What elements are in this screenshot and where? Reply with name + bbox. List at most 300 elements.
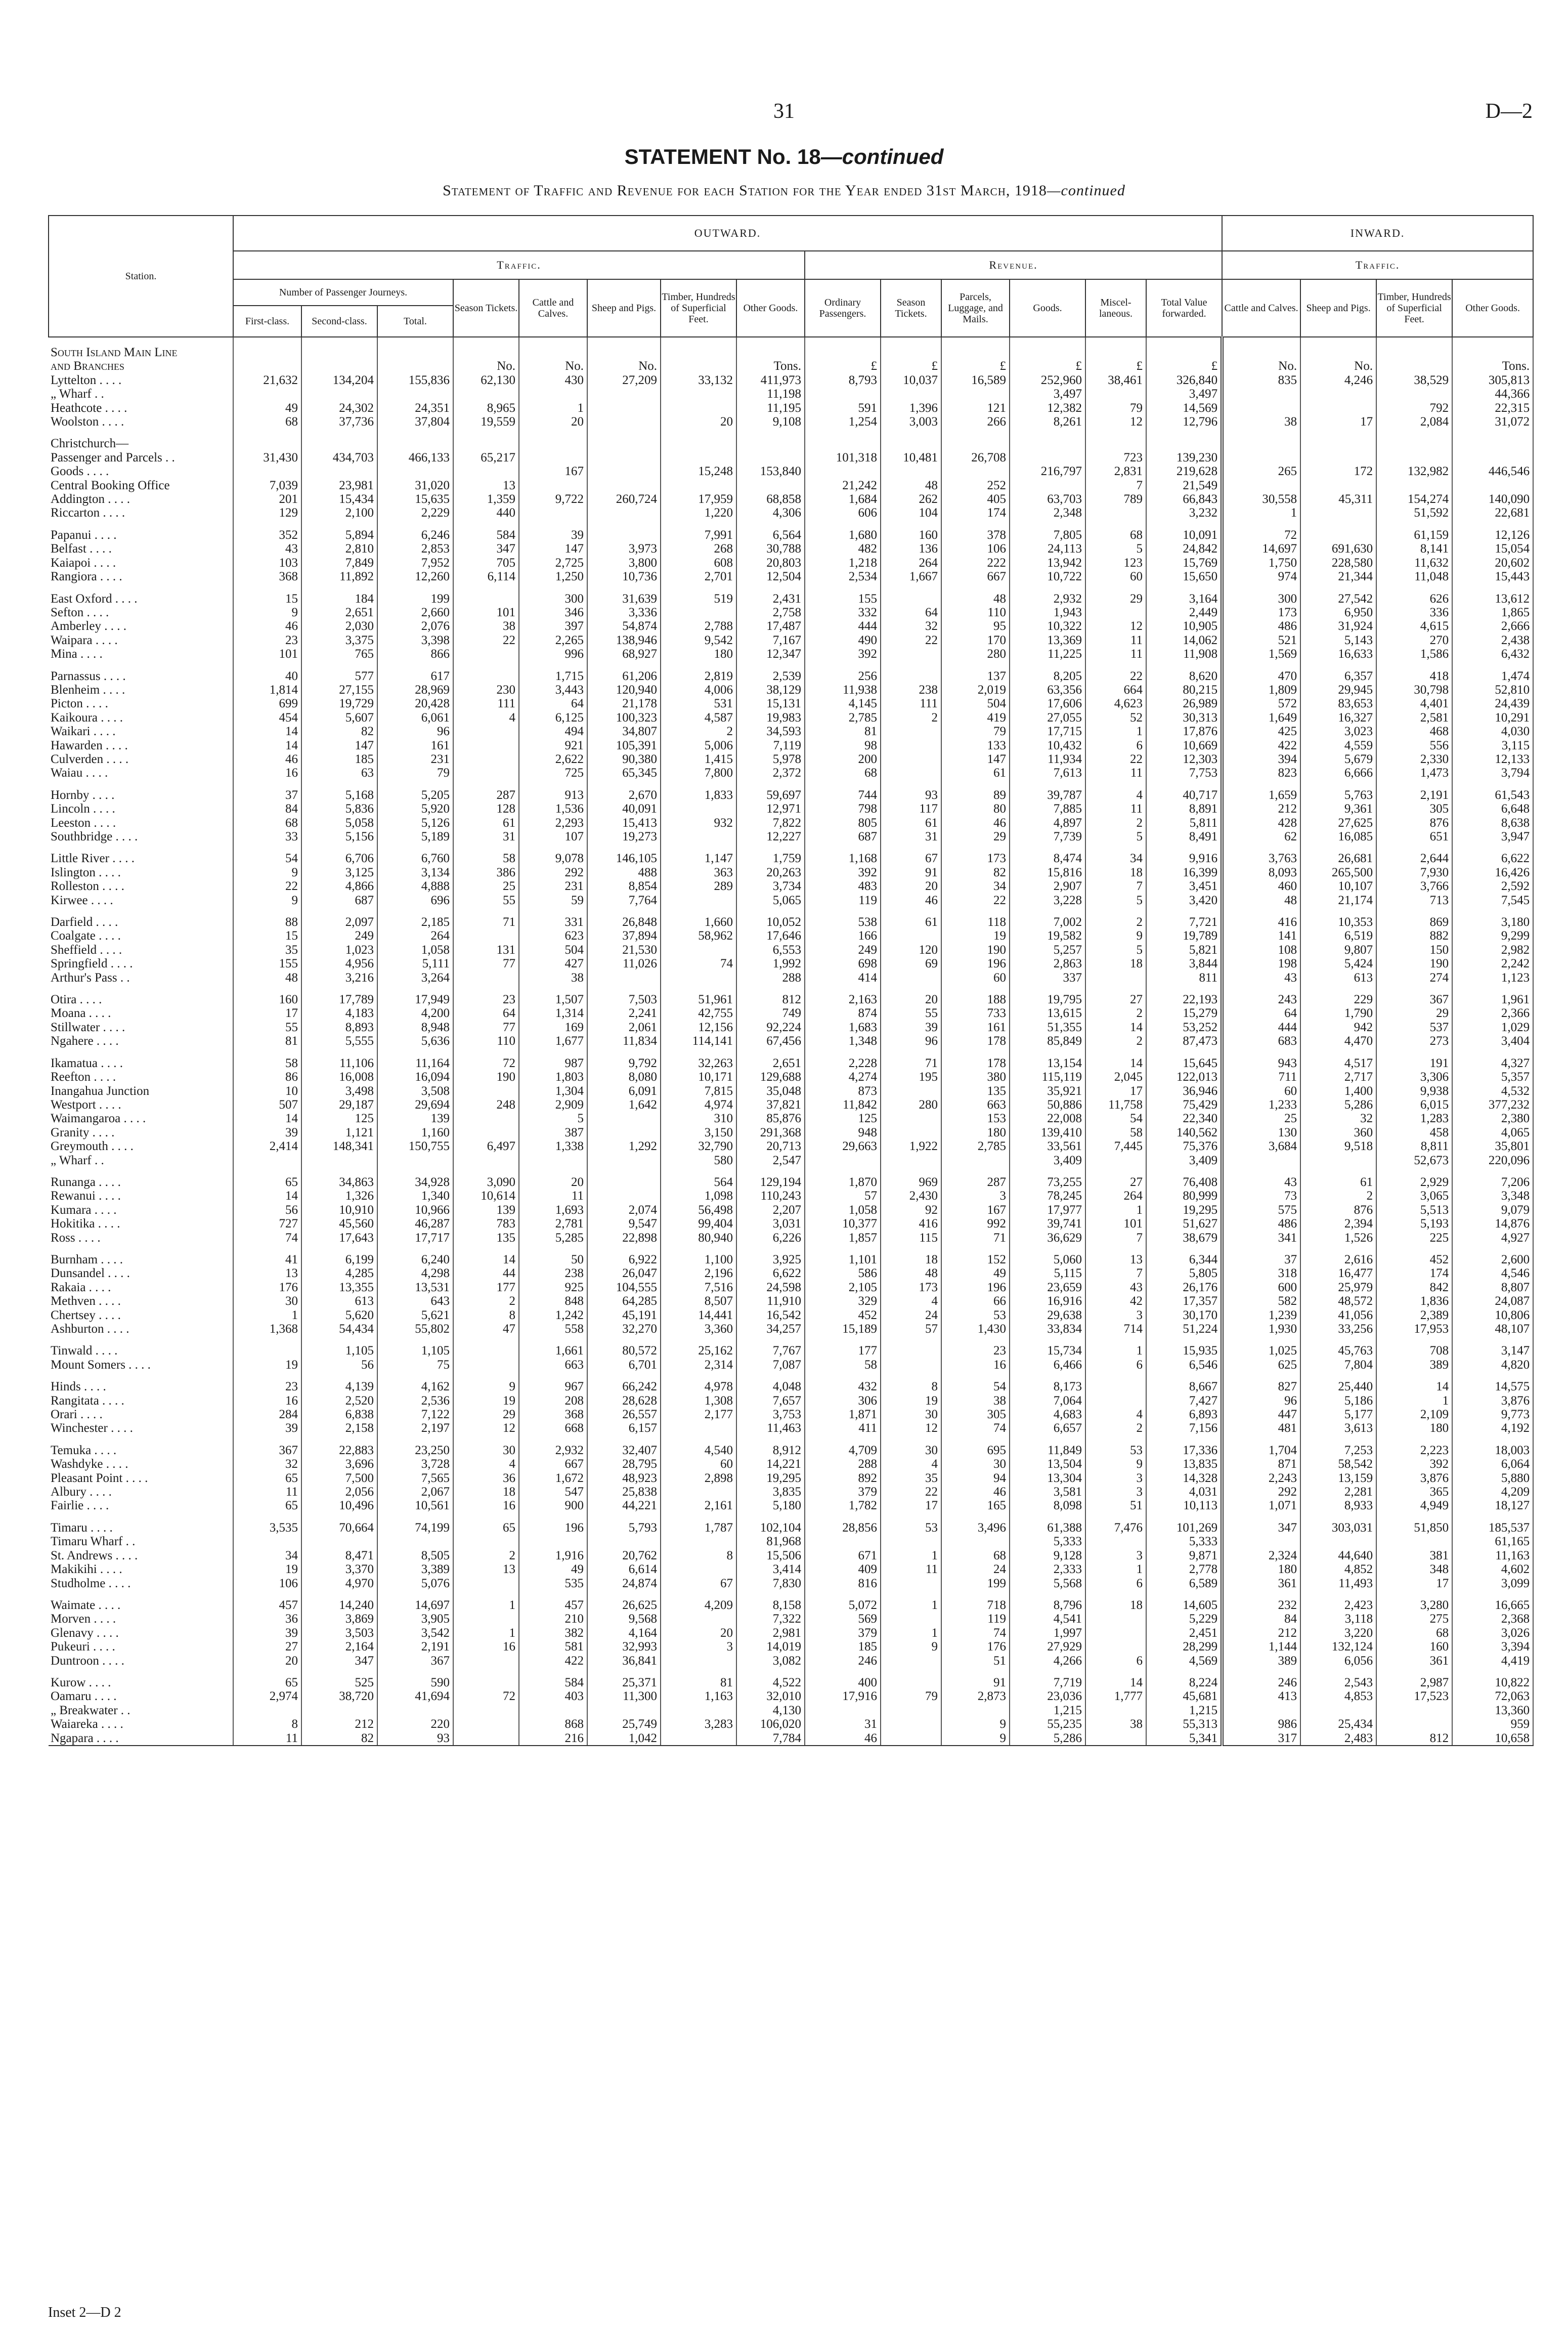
value-cell: 238 — [519, 1266, 587, 1280]
value-cell: 153,840 — [736, 464, 805, 478]
value-cell: 81 — [233, 1034, 301, 1048]
value-cell: 19,582 — [1010, 929, 1085, 943]
value-cell — [301, 1154, 377, 1167]
value-cell: 7 — [1085, 1231, 1146, 1245]
value-cell — [1222, 1154, 1300, 1167]
value-cell: 111 — [453, 697, 519, 710]
value-cell: 1,814 — [233, 683, 301, 697]
value-cell: 8,505 — [377, 1549, 453, 1562]
value-cell — [519, 1372, 587, 1380]
value-cell: 8,933 — [1300, 1499, 1376, 1512]
value-cell: 2,785 — [805, 711, 881, 725]
value-cell — [881, 725, 941, 738]
value-cell — [1146, 1245, 1222, 1253]
value-cell: 34,593 — [736, 725, 805, 738]
value-cell: 38 — [1085, 1717, 1146, 1731]
value-cell: 48,107 — [1452, 1322, 1533, 1336]
value-cell — [377, 1668, 453, 1676]
value-cell: 15,413 — [587, 816, 661, 830]
value-cell: 397 — [519, 619, 587, 633]
value-cell — [1146, 1668, 1222, 1676]
value-cell: 27,625 — [1300, 816, 1376, 830]
value-cell: 22,193 — [1146, 993, 1222, 1006]
value-cell: 11,892 — [301, 570, 377, 583]
station-name-cell: Ross . . . . — [49, 1231, 233, 1245]
value-cell: 87,473 — [1146, 1034, 1222, 1048]
value-cell: 8,205 — [1010, 669, 1085, 683]
value-cell: 468 — [1376, 725, 1452, 738]
value-cell: 2,394 — [1300, 1217, 1376, 1231]
value-cell: 19,559 — [453, 415, 519, 429]
value-cell — [881, 971, 941, 985]
value-cell: 7,503 — [587, 993, 661, 1006]
value-cell: 34 — [941, 879, 1010, 893]
value-cell: 82 — [941, 866, 1010, 879]
value-cell: 13 — [453, 479, 519, 492]
value-cell: 12,133 — [1452, 752, 1533, 766]
value-cell: 7,167 — [736, 633, 805, 647]
value-cell: 94 — [941, 1471, 1010, 1485]
value-cell — [1010, 451, 1085, 464]
value-cell: 2,520 — [301, 1394, 377, 1408]
value-cell: 287 — [453, 788, 519, 802]
value-cell: 2,067 — [377, 1485, 453, 1499]
value-cell: 38 — [1222, 415, 1300, 429]
value-cell — [1010, 1245, 1085, 1253]
value-cell: 16 — [453, 1499, 519, 1512]
value-cell: 229 — [1300, 993, 1376, 1006]
value-cell — [1222, 346, 1300, 359]
value-cell — [453, 1372, 519, 1380]
value-cell: 30,313 — [1146, 711, 1222, 725]
value-cell: 92 — [881, 1203, 941, 1217]
value-cell: 1,314 — [519, 1006, 587, 1020]
value-cell: 5,811 — [1146, 816, 1222, 830]
value-cell: 120 — [881, 943, 941, 957]
value-cell — [377, 780, 453, 788]
value-cell: 54 — [1085, 1112, 1146, 1125]
value-cell: 15 — [233, 929, 301, 943]
value-cell — [661, 346, 736, 359]
value-cell — [301, 1435, 377, 1444]
table-row — [49, 766, 1533, 780]
value-cell: 71 — [941, 1231, 1010, 1245]
station-name-cell: East Oxford . . . . — [49, 592, 233, 606]
value-cell: 8,158 — [736, 1598, 805, 1612]
value-cell: 331 — [519, 915, 587, 929]
value-cell: 2,449 — [1146, 606, 1222, 619]
value-cell: 4,209 — [661, 1598, 736, 1612]
table-row — [49, 1253, 1533, 1266]
value-cell: 119 — [805, 894, 881, 907]
value-cell: 3,497 — [1010, 387, 1085, 401]
value-cell: 60 — [1085, 570, 1146, 583]
value-cell: 174 — [1376, 1266, 1452, 1280]
value-cell — [1222, 985, 1300, 993]
value-cell: 4,006 — [661, 683, 736, 697]
table-row — [49, 1598, 1533, 1612]
value-cell: 3,180 — [1452, 915, 1533, 929]
value-cell: 273 — [1376, 1034, 1452, 1048]
value-cell: 531 — [661, 697, 736, 710]
value-cell: 4,139 — [301, 1380, 377, 1393]
table-row — [49, 464, 1533, 478]
value-cell — [587, 1435, 661, 1444]
value-cell — [661, 1535, 736, 1548]
value-cell — [587, 971, 661, 985]
value-cell: 3,398 — [377, 633, 453, 647]
value-cell: 2,084 — [1376, 415, 1452, 429]
value-cell: 190 — [941, 943, 1010, 957]
value-cell — [881, 669, 941, 683]
value-cell — [1300, 843, 1376, 852]
value-cell — [805, 1167, 881, 1175]
value-cell — [377, 387, 453, 401]
value-cell: 835 — [1222, 373, 1300, 387]
value-cell: 1,071 — [1222, 1499, 1300, 1512]
value-cell — [1010, 437, 1085, 450]
value-cell: 11,908 — [1146, 647, 1222, 661]
value-cell: 12,227 — [736, 830, 805, 843]
header-outward: OUTWARD. — [233, 216, 1222, 251]
value-cell: 1,308 — [661, 1394, 736, 1408]
station-name-cell: St. Andrews . . . . — [49, 1549, 233, 1562]
value-cell: 2,158 — [301, 1421, 377, 1435]
value-cell — [301, 1535, 377, 1548]
value-cell: 8,948 — [377, 1021, 453, 1034]
value-cell: 2,414 — [233, 1139, 301, 1153]
value-cell: 6,648 — [1452, 802, 1533, 816]
table-row — [49, 1717, 1533, 1731]
value-cell: 17 — [1300, 415, 1376, 429]
station-name-cell: „ Breakwater . . — [49, 1704, 233, 1717]
value-cell: 17,643 — [301, 1231, 377, 1245]
value-cell: 3,925 — [736, 1253, 805, 1266]
value-cell: 63,703 — [1010, 492, 1085, 506]
table-row — [49, 971, 1533, 985]
value-cell: 411 — [805, 1421, 881, 1435]
value-cell — [1300, 520, 1376, 528]
value-cell — [301, 337, 377, 346]
table-row — [49, 1444, 1533, 1457]
value-cell: 7,739 — [1010, 830, 1085, 843]
value-cell: 85,876 — [736, 1112, 805, 1125]
value-cell: 1,326 — [301, 1189, 377, 1203]
station-name-cell: Christchurch— — [49, 437, 233, 450]
value-cell: 1 — [519, 401, 587, 415]
value-cell: 7,800 — [661, 766, 736, 780]
value-cell: 287 — [941, 1175, 1010, 1189]
value-cell — [587, 451, 661, 464]
table-row — [49, 788, 1533, 802]
value-cell — [1146, 843, 1222, 852]
value-cell: 56 — [233, 1203, 301, 1217]
value-cell — [519, 780, 587, 788]
value-cell — [1300, 661, 1376, 669]
value-cell: 62 — [1222, 830, 1300, 843]
table-row — [49, 520, 1533, 528]
value-cell: 5,072 — [805, 1598, 881, 1612]
value-cell: 7,516 — [661, 1281, 736, 1294]
value-cell: 3,420 — [1146, 894, 1222, 907]
value-cell — [881, 1084, 941, 1098]
value-cell: 23,981 — [301, 479, 377, 492]
value-cell: 265,500 — [1300, 866, 1376, 879]
value-cell: 161 — [377, 739, 453, 752]
value-cell: 288 — [736, 971, 805, 985]
table-row — [49, 1189, 1533, 1203]
value-cell: 7,119 — [736, 739, 805, 752]
value-cell — [805, 1513, 881, 1521]
station-name-cell: Rangitata . . . . — [49, 1394, 233, 1408]
value-cell: 31 — [805, 1717, 881, 1731]
value-cell: 733 — [941, 1006, 1010, 1020]
value-cell — [519, 346, 587, 359]
value-cell: 9 — [941, 1717, 1010, 1731]
value-cell — [301, 359, 377, 373]
value-cell: 45,311 — [1300, 492, 1376, 506]
value-cell — [1300, 1435, 1376, 1444]
value-cell — [1085, 780, 1146, 788]
value-cell: 46 — [881, 894, 941, 907]
value-cell: 2,451 — [1146, 1626, 1222, 1640]
value-cell: 167 — [519, 464, 587, 478]
value-cell — [1146, 437, 1222, 450]
value-cell: 216,797 — [1010, 464, 1085, 478]
table-row — [49, 1048, 1533, 1056]
value-cell: 15,279 — [1146, 1006, 1222, 1020]
value-cell: 14 — [233, 1189, 301, 1203]
value-cell: 31 — [453, 830, 519, 843]
value-cell: 12,796 — [1146, 415, 1222, 429]
value-cell — [1085, 437, 1146, 450]
value-cell: 46 — [233, 752, 301, 766]
value-cell — [587, 1154, 661, 1167]
value-cell: 2,366 — [1452, 1006, 1533, 1020]
value-cell: 2,197 — [377, 1421, 453, 1435]
value-cell: 74 — [661, 957, 736, 970]
value-cell: 249 — [301, 929, 377, 943]
value-cell — [453, 1336, 519, 1344]
value-cell — [1376, 1704, 1452, 1717]
value-cell: 31,072 — [1452, 415, 1533, 429]
value-cell: 46,287 — [377, 1217, 453, 1231]
value-cell: 380 — [941, 1070, 1010, 1084]
value-cell: 58 — [805, 1358, 881, 1372]
value-cell: 8,261 — [1010, 415, 1085, 429]
value-cell: 185 — [301, 752, 377, 766]
value-cell — [1222, 401, 1300, 415]
value-cell: 132,124 — [1300, 1640, 1376, 1653]
value-cell — [453, 1513, 519, 1521]
value-cell: 3,026 — [1452, 1626, 1533, 1640]
value-cell: 15,635 — [377, 492, 453, 506]
value-cell: 3,763 — [1222, 852, 1300, 865]
value-cell — [661, 1245, 736, 1253]
value-cell: 9 — [881, 1640, 941, 1653]
value-cell: 444 — [805, 619, 881, 633]
value-cell: 147 — [941, 752, 1010, 766]
value-cell — [587, 1336, 661, 1344]
value-cell: 584 — [453, 528, 519, 542]
value-cell: 400 — [805, 1676, 881, 1689]
value-cell: 27 — [1085, 993, 1146, 1006]
value-cell — [881, 1654, 941, 1668]
value-cell: 6,701 — [587, 1358, 661, 1372]
value-cell: 2,045 — [1085, 1070, 1146, 1084]
value-cell: 96 — [377, 725, 453, 738]
value-cell: 11,849 — [1010, 1444, 1085, 1457]
value-cell — [453, 1731, 519, 1746]
value-cell: 2,670 — [587, 788, 661, 802]
value-cell: 106 — [233, 1577, 301, 1590]
value-cell: 99,404 — [661, 1217, 736, 1231]
value-cell: 1,759 — [736, 852, 805, 865]
value-cell: 11,934 — [1010, 752, 1085, 766]
value-cell: 2 — [1085, 915, 1146, 929]
value-cell: 59 — [519, 894, 587, 907]
table-row — [49, 1372, 1533, 1380]
value-cell — [233, 1336, 301, 1344]
value-cell — [1010, 337, 1085, 346]
value-cell: 336 — [1376, 606, 1452, 619]
value-cell: 16 — [453, 1640, 519, 1653]
value-cell: 418 — [1376, 669, 1452, 683]
value-cell: 10,322 — [1010, 619, 1085, 633]
value-cell — [1146, 346, 1222, 359]
value-cell: 39 — [233, 1421, 301, 1435]
value-cell: 812 — [736, 993, 805, 1006]
value-cell: 811 — [1146, 971, 1222, 985]
value-cell: 52,810 — [1452, 683, 1533, 697]
value-cell: 45,681 — [1146, 1689, 1222, 1703]
station-name-cell — [49, 1245, 233, 1253]
station-name-cell — [49, 843, 233, 852]
value-cell: 643 — [377, 1294, 453, 1308]
value-cell: 6,199 — [301, 1253, 377, 1266]
station-name-cell: Amberley . . . . — [49, 619, 233, 633]
value-cell: 6,091 — [587, 1084, 661, 1098]
station-name-cell: Albury . . . . — [49, 1485, 233, 1499]
station-name-cell — [49, 337, 233, 346]
value-cell — [661, 1562, 736, 1576]
value-cell — [301, 661, 377, 669]
value-cell: 37,736 — [301, 415, 377, 429]
value-cell — [519, 843, 587, 852]
value-cell: 22,340 — [1146, 1112, 1222, 1125]
value-cell — [453, 1245, 519, 1253]
value-cell — [587, 506, 661, 520]
value-cell — [1376, 1668, 1452, 1676]
value-cell: 5,805 — [1146, 1266, 1222, 1280]
value-cell — [1146, 780, 1222, 788]
value-cell: 361 — [1376, 1654, 1452, 1668]
value-cell: 20,803 — [736, 556, 805, 570]
value-cell — [941, 1590, 1010, 1598]
value-cell: 138,946 — [587, 633, 661, 647]
value-cell — [1222, 1245, 1300, 1253]
value-cell: 3,876 — [1376, 1471, 1452, 1485]
header-second-class: Second-class. — [301, 306, 377, 337]
value-cell — [881, 739, 941, 752]
value-cell: 68 — [941, 1549, 1010, 1562]
value-cell: 8 — [233, 1717, 301, 1731]
value-cell: 101 — [233, 647, 301, 661]
value-cell: 4,974 — [661, 1098, 736, 1112]
value-cell: 5,513 — [1376, 1203, 1452, 1217]
value-cell: 329 — [805, 1294, 881, 1308]
value-cell — [233, 1590, 301, 1598]
value-cell: 6,015 — [1376, 1098, 1452, 1112]
value-cell: 1,683 — [805, 1021, 881, 1034]
value-cell — [941, 1668, 1010, 1676]
value-cell — [587, 1590, 661, 1598]
value-cell — [453, 1154, 519, 1167]
value-cell: 486 — [1222, 1217, 1300, 1231]
value-cell: 61 — [941, 766, 1010, 780]
value-cell — [881, 437, 941, 450]
value-cell: 165 — [941, 1499, 1010, 1512]
value-cell: 32,263 — [661, 1056, 736, 1070]
value-cell — [1010, 1668, 1085, 1676]
value-cell: 3,876 — [1452, 1394, 1533, 1408]
value-cell: 59,697 — [736, 788, 805, 802]
value-cell — [453, 739, 519, 752]
value-cell: 1,254 — [805, 415, 881, 429]
value-cell: 1,833 — [661, 788, 736, 802]
value-cell — [301, 346, 377, 359]
value-cell: 291,368 — [736, 1126, 805, 1139]
value-cell: 1,474 — [1452, 669, 1533, 683]
value-cell — [587, 1048, 661, 1056]
value-cell: 4,162 — [377, 1380, 453, 1393]
value-cell: 6,553 — [736, 943, 805, 957]
station-name-cell: Kaiapoi . . . . — [49, 556, 233, 570]
value-cell: 3,835 — [736, 1485, 805, 1499]
value-cell — [805, 985, 881, 993]
table-row — [49, 852, 1533, 865]
value-cell — [1300, 1372, 1376, 1380]
value-cell: 4,615 — [1376, 619, 1452, 633]
value-cell: 10,113 — [1146, 1499, 1222, 1512]
value-cell: 61,159 — [1376, 528, 1452, 542]
value-cell: 2,873 — [941, 1689, 1010, 1703]
value-cell: 974 — [1222, 570, 1300, 583]
value-cell: 9,542 — [661, 633, 736, 647]
value-cell — [453, 1435, 519, 1444]
value-cell — [881, 464, 941, 478]
table-row — [49, 1154, 1533, 1167]
value-cell: 17,646 — [736, 929, 805, 943]
value-cell: 590 — [377, 1676, 453, 1689]
value-cell: 103 — [233, 556, 301, 570]
value-cell: 61 — [1300, 1175, 1376, 1189]
value-cell — [519, 1048, 587, 1056]
value-cell — [1222, 451, 1300, 464]
table-row — [49, 1380, 1533, 1393]
value-cell — [881, 1535, 941, 1548]
value-cell — [736, 1513, 805, 1521]
value-cell: 72 — [1222, 528, 1300, 542]
value-cell: 4,820 — [1452, 1358, 1533, 1372]
value-cell: 72,063 — [1452, 1689, 1533, 1703]
value-cell: 1,396 — [881, 401, 941, 415]
value-cell: 416 — [1222, 915, 1300, 929]
value-cell: 27,542 — [1300, 592, 1376, 606]
value-cell: 17,487 — [736, 619, 805, 633]
value-cell — [377, 985, 453, 993]
value-cell — [736, 1245, 805, 1253]
